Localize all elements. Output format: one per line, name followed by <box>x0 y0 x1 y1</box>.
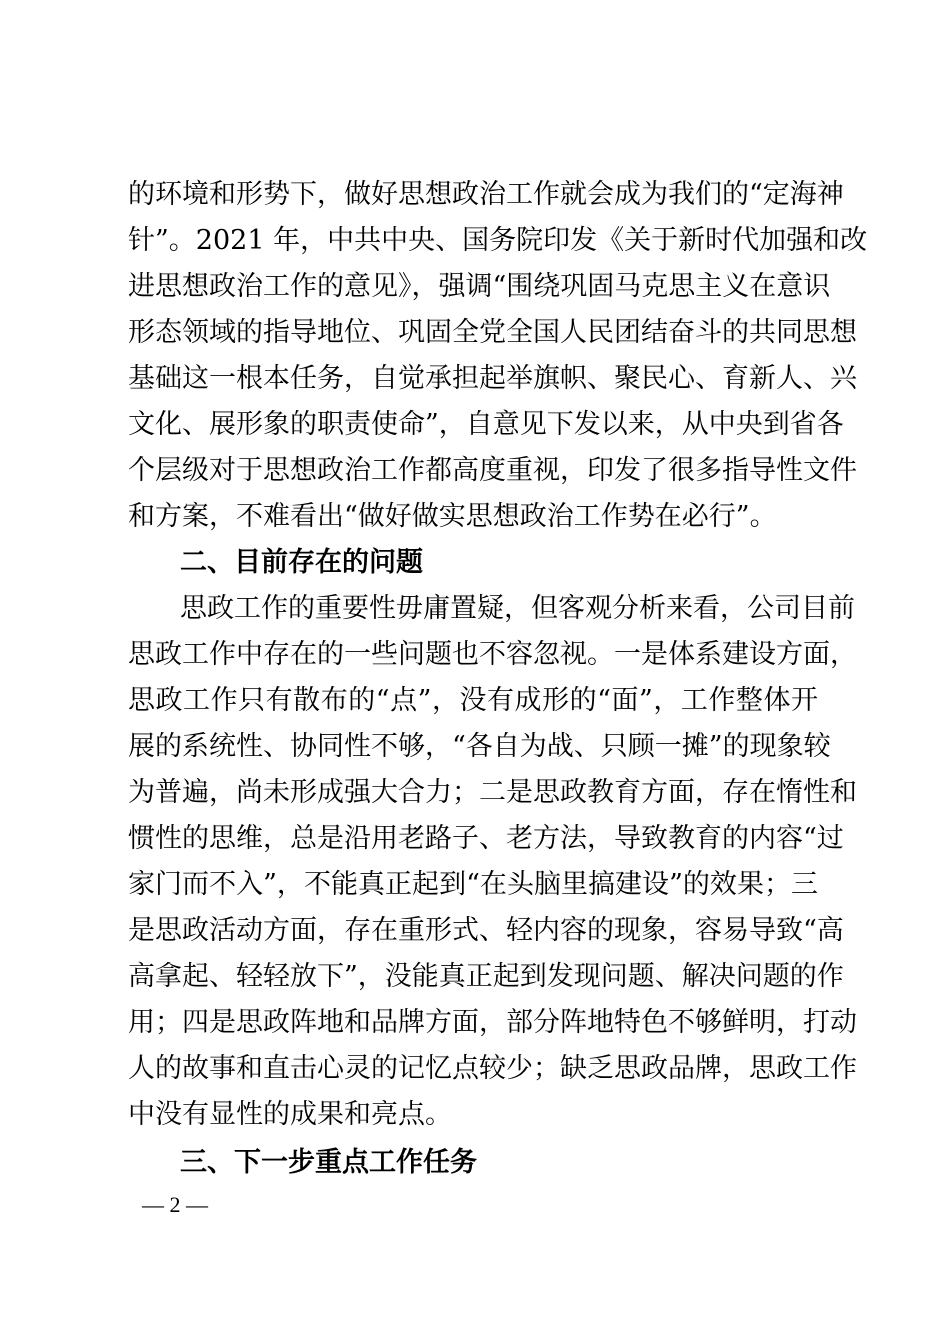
paragraph-line: 思政工作的重要性毋庸置疑，但客观分析来看，公司目前 <box>180 593 855 624</box>
paragraph-line: 为普遍，尚未形成强大合力；二是思政教育方面，存在惰性和 <box>128 777 857 808</box>
page-number: — 2 — <box>142 1192 208 1217</box>
paragraph-line: 思政工作中存在的一些问题也不容忽视。一是体系建设方面， <box>128 639 857 670</box>
paragraph-line: 中没有显性的成果和亮点。 <box>128 1099 452 1130</box>
paragraph-line: 惯性的思维，总是沿用老路子、老方法，导致教育的内容“过 <box>128 823 844 854</box>
paragraph-line: 展的系统性、协同性不够，“各自为战、只顾一摊”的现象较 <box>128 731 831 762</box>
paragraph-line: 基础这一根本任务，自觉承担起举旗帜、聚民心、育新人、兴 <box>128 363 857 394</box>
paragraph-line: 思政工作只有散布的“点”，没有成形的“面”，工作整体开 <box>128 685 818 716</box>
paragraph-line: 进思想政治工作的意见》，强调“围绕巩固马克思主义在意识 <box>128 271 831 302</box>
paragraph-line: 文化、展形象的职责使命”，自意见下发以来，从中央到省各 <box>128 409 844 440</box>
paragraph-line: 和方案，不难看出“做好做实思想政治工作势在必行”。 <box>128 501 777 532</box>
paragraph-line: 的环境和形势下，做好思想政治工作就会成为我们的“定海神 <box>128 179 844 210</box>
paragraph-line: 家门而不入”，不能真正起到“在头脑里搞建设”的效果；三 <box>128 869 818 900</box>
paragraph-line: 用；四是思政阵地和品牌方面，部分阵地特色不够鲜明，打动 <box>128 1007 857 1038</box>
paragraph-line: 高拿起、轻轻放下”，没能真正起到发现问题、解决问题的作 <box>128 961 844 992</box>
paragraph-line: 形态领域的指导地位、巩固全党全国人民团结奋斗的共同思想 <box>128 317 857 348</box>
paragraph-line: 人的故事和直击心灵的记忆点较少；缺乏思政品牌，思政工作 <box>128 1053 857 1084</box>
paragraph-line: 是思政活动方面，存在重形式、轻内容的现象，容易导致“高 <box>128 915 844 946</box>
section-heading: 三、下一步重点工作任务 <box>180 1147 477 1178</box>
section-heading: 二、目前存在的问题 <box>180 547 423 578</box>
paragraph-line: 针”。2021 年，中共中央、国务院印发《关于新时代加强和改 <box>128 225 868 256</box>
paragraph-line: 个层级对于思想政治工作都高度重视，印发了很多指导性文件 <box>128 455 857 486</box>
